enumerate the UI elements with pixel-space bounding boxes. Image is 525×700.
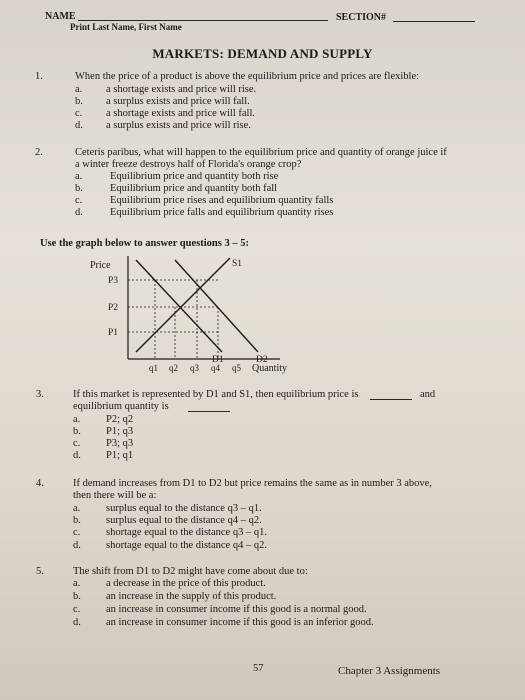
q4-option-d-letter: d. bbox=[73, 540, 81, 551]
q4-number: 4. bbox=[36, 478, 44, 489]
tick-q4: q4 bbox=[211, 363, 220, 373]
q5-option-d: an increase in consumer income if this good is an inferior good. bbox=[106, 617, 374, 628]
q3-option-d: P1; q1 bbox=[106, 450, 134, 461]
q1-option-a: a shortage exists and price will rise. bbox=[106, 84, 257, 95]
q4-option-c-letter: c. bbox=[73, 527, 81, 538]
graph-instructions: Use the graph below to answer questions 3 – 5: bbox=[40, 238, 249, 249]
q5-option-b: an increase in the supply of this product. bbox=[106, 591, 277, 602]
tick-q1: q1 bbox=[149, 363, 158, 373]
q3-option-c-letter: c. bbox=[73, 438, 81, 449]
q1-option-c: a shortage exists and price will fall. bbox=[106, 108, 255, 119]
label-d1: D1 bbox=[212, 355, 224, 365]
q4-option-b-letter: b. bbox=[73, 515, 81, 526]
q1-option-a-letter: a. bbox=[75, 84, 83, 95]
q4-text-line2: then there will be a: bbox=[73, 490, 157, 501]
q1-option-d-letter: d. bbox=[75, 120, 83, 131]
q2-option-a: Equilibrium price and quantity both rise bbox=[110, 171, 279, 182]
q2-text-line2: a winter freeze destroys half of Florida's orange crop? bbox=[75, 159, 302, 170]
q1-option-d: a surplus exists and price will rise. bbox=[106, 120, 251, 131]
q3-option-b-letter: b. bbox=[73, 426, 81, 437]
name-hint: Print Last Name, First Name bbox=[70, 22, 182, 32]
q1-text: When the price of a product is above the equilibrium price and prices are flexible: bbox=[75, 71, 420, 82]
q3-price-blank[interactable] bbox=[370, 399, 412, 400]
q2-text-line1: Ceteris paribus, what will happen to the equilibrium price and quantity of orange juice if bbox=[75, 147, 447, 158]
q4-option-d: shortage equal to the distance q4 – q2. bbox=[106, 540, 267, 551]
q5-text: The shift from D1 to D2 might have come about due to: bbox=[73, 566, 308, 577]
q1-number: 1. bbox=[35, 71, 43, 82]
q1-option-b-letter: b. bbox=[75, 96, 83, 107]
supply-demand-graph bbox=[80, 252, 340, 376]
name-line bbox=[78, 20, 328, 21]
q5-number: 5. bbox=[36, 566, 44, 577]
tick-q5: q5 bbox=[232, 363, 241, 373]
page-number: 57 bbox=[253, 663, 264, 674]
q4-option-c: shortage equal to the distance q3 – q1. bbox=[106, 527, 267, 538]
q5-option-c-letter: c. bbox=[73, 604, 81, 615]
label-s1: S1 bbox=[232, 259, 243, 269]
tick-q3: q3 bbox=[190, 363, 199, 373]
q1-option-b: a surplus exists and price will fall. bbox=[106, 96, 250, 107]
quantity-axis-label: Quantity bbox=[252, 363, 287, 374]
tick-p2: P2 bbox=[108, 303, 119, 313]
q4-option-a: surplus equal to the distance q3 – q1. bbox=[106, 503, 262, 514]
q3-option-d-letter: d. bbox=[73, 450, 81, 461]
q3-text-and: and bbox=[420, 389, 436, 400]
q2-option-c: Equilibrium price rises and equilibrium quantity falls bbox=[110, 195, 334, 206]
q4-option-b: surplus equal to the distance q4 – q2. bbox=[106, 515, 262, 526]
page-title: MARKETS: DEMAND AND SUPPLY bbox=[152, 46, 373, 61]
q3-number: 3. bbox=[36, 389, 44, 400]
q3-option-a: P2; q2 bbox=[106, 414, 134, 425]
q5-option-a: a decrease in the price of this product. bbox=[106, 578, 266, 589]
chapter-label: Chapter 3 Assignments bbox=[338, 665, 441, 677]
q3-text-line1: If this market is represented by D1 and S1, then equilibrium price is bbox=[73, 389, 359, 400]
q1-option-c-letter: c. bbox=[75, 108, 83, 119]
price-axis-label: Price bbox=[90, 260, 111, 271]
name-label: NAME bbox=[45, 11, 76, 22]
q2-option-b-letter: b. bbox=[75, 183, 83, 194]
q2-option-d-letter: d. bbox=[75, 207, 83, 218]
tick-q2: q2 bbox=[169, 363, 178, 373]
q5-option-a-letter: a. bbox=[73, 578, 81, 589]
q3-option-b: P1; q3 bbox=[106, 426, 134, 437]
q2-option-b: Equilibrium price and quantity both fall bbox=[110, 183, 278, 194]
q2-option-d: Equilibrium price falls and equilibrium quantity rises bbox=[110, 207, 334, 218]
q3-option-c: P3; q3 bbox=[106, 438, 134, 449]
q5-option-c: an increase in consumer income if this good is a normal good. bbox=[106, 604, 367, 615]
q2-option-a-letter: a. bbox=[75, 171, 83, 182]
q3-text-line2: equilibrium quantity is bbox=[73, 401, 169, 412]
tick-p3: P3 bbox=[108, 276, 119, 286]
q5-option-b-letter: b. bbox=[73, 591, 81, 602]
demand-curve-d2 bbox=[175, 260, 258, 352]
q4-option-a-letter: a. bbox=[73, 503, 81, 514]
q2-number: 2. bbox=[35, 147, 43, 158]
q2-option-c-letter: c. bbox=[75, 195, 83, 206]
q5-option-d-letter: d. bbox=[73, 617, 81, 628]
section-label: SECTION# bbox=[336, 12, 387, 23]
q3-option-a-letter: a. bbox=[73, 414, 81, 425]
label-d2: D2 bbox=[256, 355, 268, 365]
section-line bbox=[393, 21, 475, 22]
tick-p1: P1 bbox=[108, 328, 119, 338]
q3-quantity-blank[interactable] bbox=[188, 411, 230, 412]
q4-text-line1: If demand increases from D1 to D2 but price remains the same as in number 3 above, bbox=[73, 478, 432, 489]
